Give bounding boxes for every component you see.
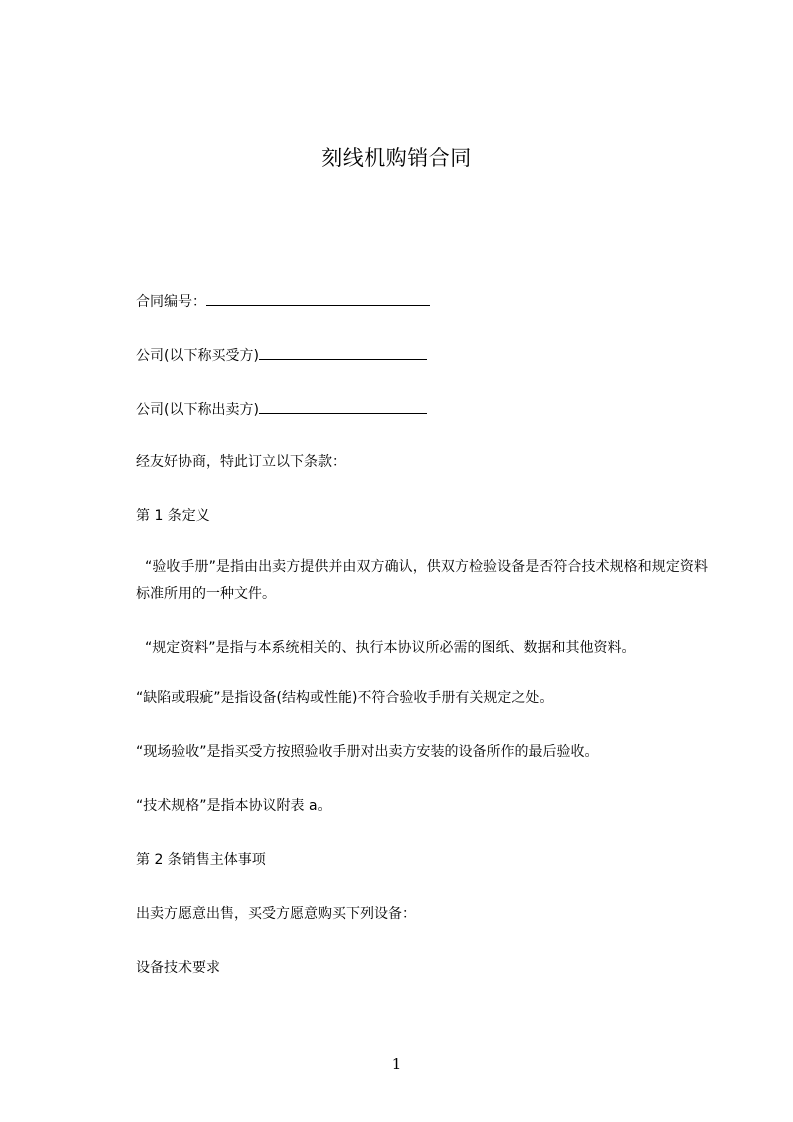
equipment-requirements-heading: 设备技术要求 (136, 960, 220, 976)
seller-blank (259, 398, 427, 414)
document-title: 刻线机购销合同 (321, 146, 472, 170)
contract-number-label: 合同编号： (136, 294, 206, 310)
article1-heading: 第 1 条定义 (136, 508, 210, 524)
buyer-label: 公司(以下称买受方) (136, 348, 259, 364)
definition-acceptance-manual: “验收手册”是指由出卖方提供并由双方确认，供双方检验设备是否符合技术规格和规定资料标准所用的一种文件。 (136, 559, 708, 602)
definition-defects: “缺陷或瑕疵”是指设备(结构或性能)不符合验收手册有关规定之处。 (136, 690, 554, 706)
contract-number-blank (206, 290, 430, 306)
buyer-blank (259, 344, 427, 360)
contract-number-line (136, 290, 430, 312)
definition-specified-materials: “规定资料”是指与本系统相关的、执行本协议所必需的图纸、数据和其他资料。 (145, 640, 636, 656)
article2-heading: 第 2 条销售主体事项 (136, 852, 266, 868)
seller-label: 公司(以下称出卖方) (136, 402, 259, 418)
definition-site-acceptance: “现场验收”是指买受方按照验收手册对出卖方安装的设备所作的最后验收。 (136, 744, 599, 760)
definition-tech-spec: “技术规格”是指本协议附表 a。 (136, 798, 332, 814)
article2-text: 出卖方愿意出售，买受方愿意购买下列设备： (136, 906, 416, 922)
intro-text: 经友好协商，特此订立以下条款： (136, 454, 346, 470)
seller-line (136, 398, 427, 420)
page-number: 1 (391, 1055, 402, 1073)
buyer-line (136, 344, 427, 366)
